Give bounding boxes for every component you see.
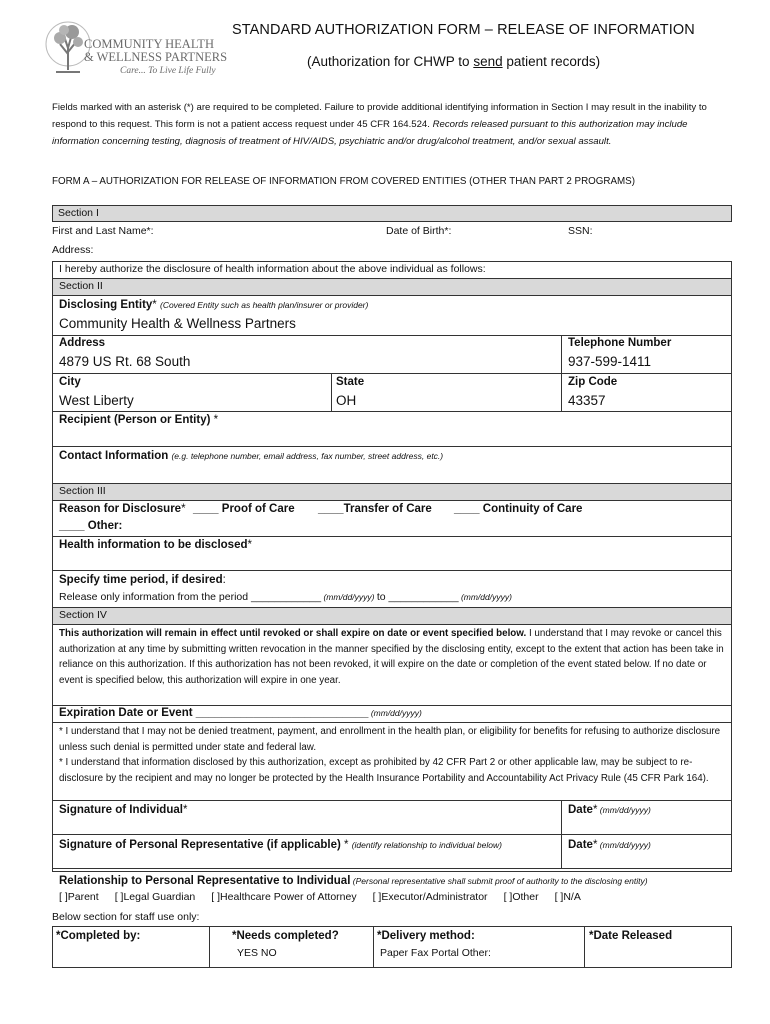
authorize-statement: I hereby authorize the disclosure of health information about the above individual as follows: [59, 263, 486, 275]
section-4-label: Section IV [59, 609, 107, 621]
address-value[interactable]: 4879 US Rt. 68 South [59, 354, 191, 369]
signature-representative[interactable]: Signature of Personal Representative (if applicable) * (identify relationship to individual below) [59, 839, 502, 851]
ssn-field[interactable]: SSN: [568, 225, 593, 237]
zip-label: Zip Code [568, 376, 618, 388]
expiration-field[interactable]: Expiration Date or Event ___________________________ (mm/dd/yyyy) [59, 707, 422, 719]
relationship-options [59, 891, 581, 903]
section-1-label: Section I [58, 207, 99, 219]
contact-info-label[interactable]: Contact Information (e.g. telephone number, email address, fax number, street address, etc.) [59, 450, 444, 462]
rel-legal-guardian[interactable]: [ ]Legal Guardian [114, 891, 196, 903]
dob-field[interactable]: Date of Birth*: [386, 225, 452, 237]
rel-parent[interactable]: [ ]Parent [59, 891, 99, 903]
section-3-label: Section III [59, 485, 106, 497]
health-info-label[interactable]: Health information to be disclosed* [59, 539, 252, 551]
telephone-label: Telephone Number [568, 337, 672, 349]
authorization-terms: This authorization will remain in effect until revoked or shall expire on date or event specified below. I understand that I may revoke or cancel this authorization at any time by submitting written revocation in the manner specified by the disclosing entity, except to the extent that action has been take in reliance on this authorization. If this authorization has not been revoked, it will expire on the date or completion of the event stated below. If no date or event is specified below, this authorization will expire in one year. [59, 628, 724, 686]
relationship-label: Relationship to Personal Representative to Individual (Personal representative shall submit proof of authority to the disclosing entity) [59, 875, 648, 887]
date-released[interactable]: *Date Released [589, 930, 673, 942]
completed-by[interactable]: *Completed by: [56, 930, 141, 942]
city-value[interactable]: West Liberty [59, 393, 134, 408]
telephone-value[interactable]: 937-599-1411 [568, 354, 652, 369]
state-label: State [336, 376, 365, 388]
needs-completed: *Needs completed? [232, 930, 339, 942]
disclosing-entity-label: Disclosing Entity* (Covered Entity such as health plan/insurer or provider) [59, 299, 369, 311]
address-label: Address [59, 337, 106, 349]
date-representative[interactable]: Date* (mm/dd/yyyy) [568, 839, 651, 851]
recipient-label[interactable]: Recipient (Person or Entity) * [59, 414, 219, 426]
logo-line2: & WELLNESS PARTNERS [84, 50, 228, 64]
time-period-label: Specify time period, if desired: [59, 574, 226, 586]
form-title: STANDARD AUTHORIZATION FORM – RELEASE OF INFORMATION [232, 22, 695, 38]
section-2-label: Section II [59, 280, 103, 292]
state-value[interactable]: OH [336, 393, 357, 408]
chwp-logo [42, 14, 242, 86]
form-subtitle: (Authorization for CHWP to send patient records) [307, 54, 601, 69]
rel-na[interactable]: [ ]N/A [554, 891, 581, 903]
understand-statements: * I understand that I may not be denied treatment, payment, and enrollment in the health plan, or eligibility for benefits for refusing to authorize disclosure unless such denial is permitted under state and federal law. * I understand that information disclosed by this authorization, except as prohibited by 42 CFR Part 2 or other applicable law, may be subject to re-disclosure by the recipient and may no longer be protected by the Health Insurance Portability and Accountability Act Privacy Rule (45 CFR Park 164). [59, 726, 721, 784]
reason-label: Reason for Disclosure* [59, 503, 186, 515]
rel-other[interactable]: [ ]Other [503, 891, 539, 903]
name-field[interactable]: First and Last Name*: [52, 225, 154, 237]
rel-healthcare-poa[interactable]: [ ]Healthcare Power of Attorney [211, 891, 357, 903]
form-a-heading: FORM A – AUTHORIZATION FOR RELEASE OF INFORMATION FROM COVERED ENTITIES (OTHER THAN PART 2 PROGRAMS) [52, 176, 635, 187]
staff-section-label: Below section for staff use only: [52, 911, 200, 923]
time-period-field[interactable]: Release only information from the period ____________ (mm/dd/yyyy) to ____________ (mm/dd/yyyy) [59, 591, 512, 603]
address-field[interactable]: Address: [52, 244, 94, 256]
logo-tagline: Care... To Live Life Fully [120, 66, 216, 76]
option-continuity-of-care[interactable]: ____ Continuity of Care [454, 503, 583, 515]
zip-value[interactable]: 43357 [568, 393, 606, 408]
logo-line1: COMMUNITY HEALTH [84, 37, 214, 51]
city-label: City [59, 376, 81, 388]
option-other[interactable]: ____ Other: [59, 520, 123, 532]
delivery-method: *Delivery method: [377, 930, 475, 942]
date-individual[interactable]: Date* (mm/dd/yyyy) [568, 804, 651, 816]
needs-completed-options[interactable]: YES NO [237, 947, 277, 959]
delivery-method-options[interactable]: Paper Fax Portal Other: [380, 947, 491, 959]
option-proof-of-care[interactable]: ____ Proof of Care [193, 503, 295, 515]
intro-paragraph: Fields marked with an asterisk (*) are required to be completed. Failure to provide additional identifying information in Section I may result in the inability to respond to this request. This form is not a patient access request under 45 CFR 164.524. Records released pursuant to this authorization may include information concerning testing, diagnosis of treatment of HIV/AIDS, psychiatric and/or drug/alcohol treatment, and/or sexual assault. [52, 102, 707, 147]
option-transfer-of-care[interactable]: ____Transfer of Care [318, 503, 432, 515]
rel-executor[interactable]: [ ]Executor/Administrator [372, 891, 488, 903]
signature-individual[interactable]: Signature of Individual* [59, 804, 188, 816]
disclosing-entity-value[interactable]: Community Health & Wellness Partners [59, 316, 296, 331]
